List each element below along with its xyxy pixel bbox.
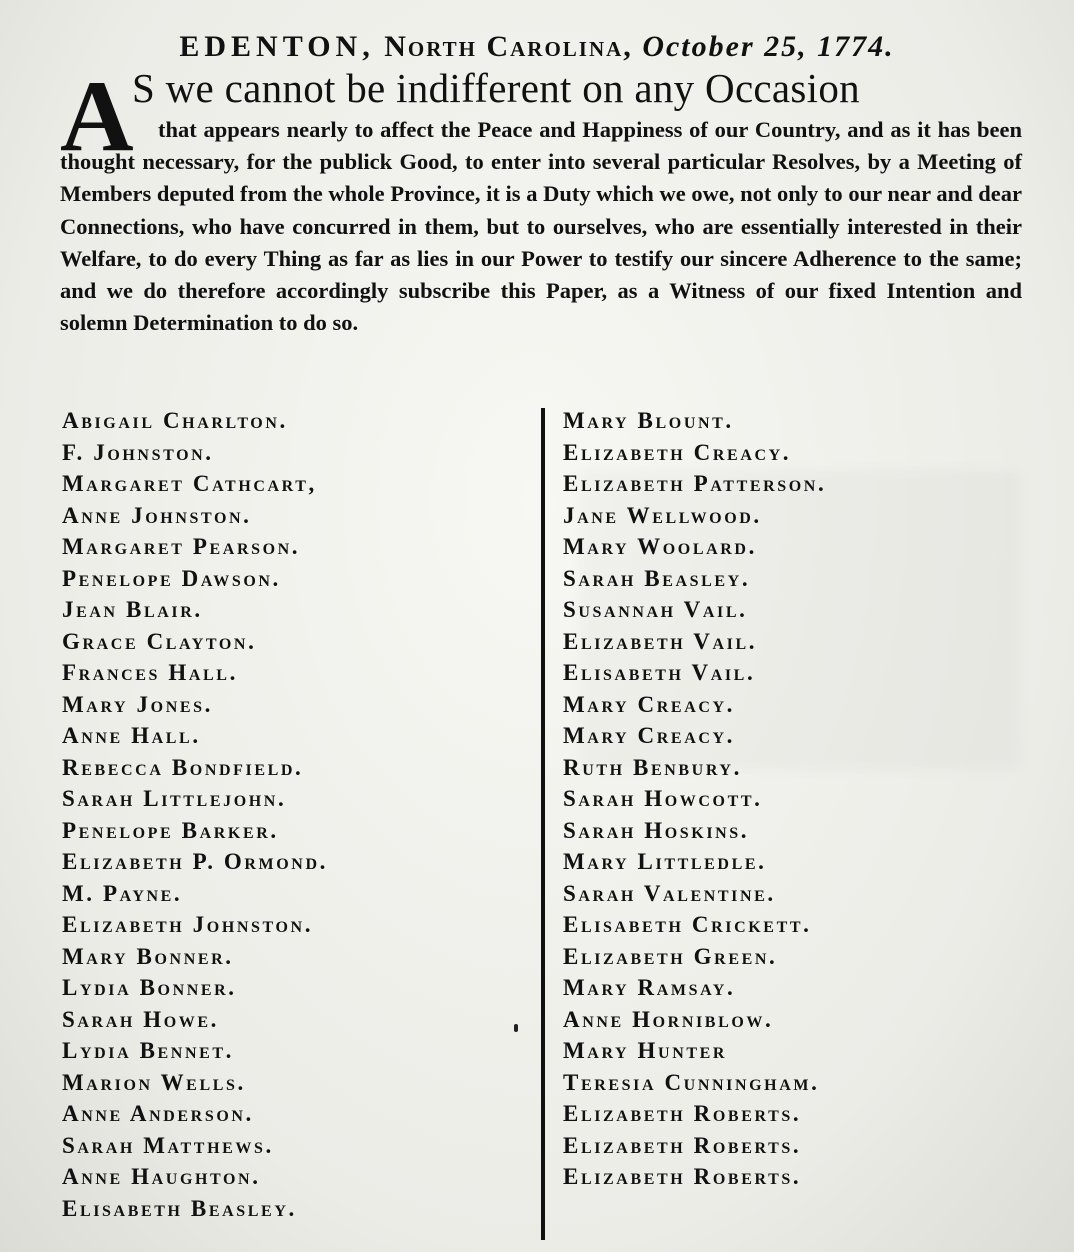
signatory-name: Frances Hall. (62, 660, 238, 685)
signatories-left-column (62, 405, 328, 1224)
signatory-name: Mary Littledle. (563, 849, 767, 874)
signatory-name: Penelope Dawson. (62, 565, 281, 591)
signatory-name: Anne Johnston. (62, 502, 252, 528)
signatory-name: Elizabeth Patterson. (563, 471, 827, 496)
ink-speck (514, 1024, 518, 1032)
signatory-name: Mary Bonner. (62, 943, 234, 969)
signatory-name: Elisabeth Crickett. (563, 912, 812, 937)
column-rule (541, 408, 545, 1240)
signatory-name: Sarah Valentine. (563, 880, 776, 906)
signatory-name: Sarah Howe. (62, 1006, 220, 1032)
signatory-name: Anne Anderson. (62, 1101, 254, 1126)
signatory-name: Margaret Pearson. (62, 534, 301, 559)
signatory-name: Anne Haughton. (62, 1164, 261, 1189)
signatory-name: Penelope Barker. (62, 817, 279, 843)
signatory-name: F. Johnston. (62, 439, 214, 465)
lead-line: S we cannot be indifferent on any Occasion (132, 65, 860, 111)
signatory-name: Lydia Bonner. (62, 975, 237, 1000)
signatory-name: Elisabeth Vail. (563, 660, 756, 685)
signatory-name: Elizabeth Roberts. (563, 1132, 802, 1158)
signatory-name: Elizabeth Creacy. (563, 439, 792, 465)
signatory-name: Anne Hall. (62, 723, 201, 748)
signatory-name: Sarah Hoskins. (563, 817, 750, 843)
signatory-name: Elizabeth Vail. (563, 628, 758, 654)
signatory-name: Jean Blair. (62, 597, 203, 622)
signatory-name: Elizabeth Roberts. (563, 1164, 802, 1189)
signatory-name: Mary Creacy. (563, 691, 736, 717)
signatory-name: Jane Wellwood. (563, 502, 762, 528)
signatory-name: Mary Blount. (563, 408, 734, 433)
signatory-name: Lydia Bennet. (62, 1038, 234, 1063)
dateline-date: October 25, 1774. (642, 30, 895, 63)
signatories-right-column (563, 405, 826, 1193)
dateline-place: EDENTON, (179, 30, 375, 63)
signatory-name: Rebecca Bondfield. (62, 754, 304, 780)
signatory-name: Sarah Howcott. (563, 786, 763, 811)
signatory-name: Sarah Matthews. (62, 1132, 274, 1158)
signatory-name: Elizabeth Roberts. (563, 1101, 802, 1126)
signatory-name: Anne Horniblow. (563, 1006, 774, 1032)
signatory-name: Elizabeth Green. (563, 943, 778, 969)
signatory-name: Abigail Charlton. (62, 408, 288, 433)
signatory-name: Ruth Benbury. (563, 754, 742, 780)
dateline-state: North Carolina, (384, 30, 633, 63)
signatory-name: Sarah Littlejohn. (62, 786, 287, 811)
dateline (0, 30, 1074, 64)
signatory-name: Mary Ramsay. (563, 975, 736, 1000)
signatory-name: Mary Creacy. (563, 723, 736, 748)
signatory-name: Susannah Vail. (563, 597, 748, 622)
signatory-name: Mary Woolard. (563, 534, 757, 559)
signatory-name: Elizabeth P. Ormond. (62, 849, 328, 874)
signatory-name: Elisabeth Beasley. (62, 1195, 297, 1221)
signatory-name: Margaret Cathcart, (62, 471, 317, 496)
signatory-name: Mary Hunter (563, 1038, 728, 1063)
signatory-name: M. Payne. (62, 880, 183, 906)
resolution-body: that appears nearly to affect the Peace and Happiness of our Country, and as it has been thought necessary, for the publick Good, to enter into several particular Resolves, by a Meeting of Members deputed from the whole Province, it is a Duty which we owe, not only to our near and dear Connections, who have concurred in them, but to ourselves, who are essentially interested in their Welfare, to do every Thing as far as lies in our Power to testify our sincere Adherence to the same; and we do therefore accordingly subscribe this Paper, as a Witness of our fixed Intention and solemn Determination to do so. (60, 117, 1022, 336)
signatory-name: Elizabeth Johnston. (62, 912, 314, 937)
signatory-name: Sarah Beasley. (563, 565, 751, 591)
signatory-name: Mary Jones. (62, 691, 213, 717)
resolution-paragraph (60, 114, 1022, 339)
signatory-name: Marion Wells. (62, 1069, 246, 1095)
signatory-name: Grace Clayton. (62, 628, 257, 654)
signatory-name: Teresia Cunningham. (563, 1069, 820, 1095)
drop-cap: A (60, 60, 134, 173)
